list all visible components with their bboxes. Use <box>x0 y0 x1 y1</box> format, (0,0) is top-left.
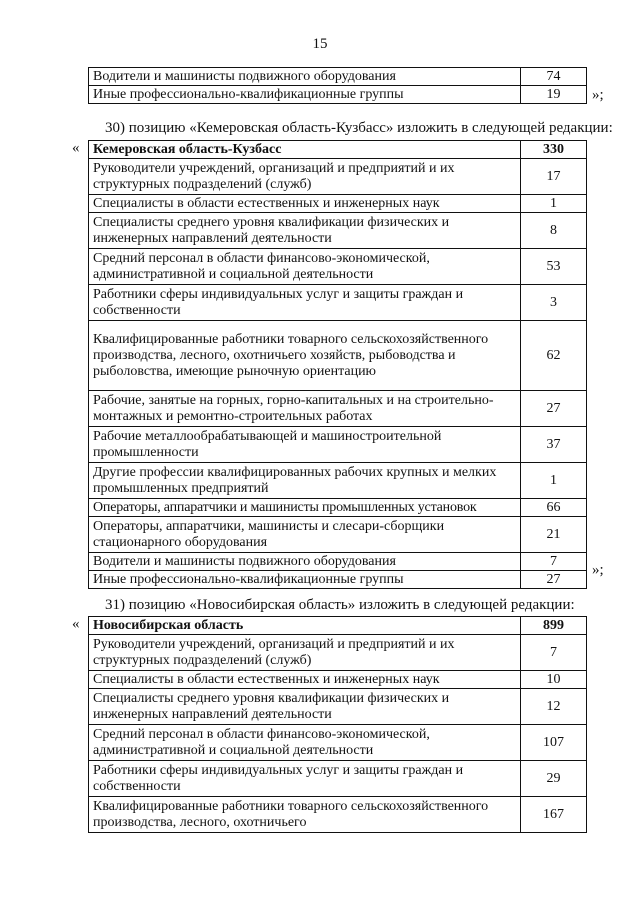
row-label: Руководители учреждений, организаций и предприятий и их структурных подразделений (служб) <box>89 159 521 195</box>
region-total: 899 <box>521 617 587 635</box>
row-value: 107 <box>521 725 587 761</box>
row-value: 66 <box>521 499 587 517</box>
opening-quote: « <box>72 616 80 632</box>
row-value: 8 <box>521 213 587 249</box>
row-value: 10 <box>521 671 587 689</box>
row-value: 1 <box>521 195 587 213</box>
table-row <box>89 671 587 689</box>
row-label: Водители и машинисты подвижного оборудования <box>89 68 521 86</box>
table-row <box>89 159 587 195</box>
table-row <box>89 517 587 553</box>
opening-quote: « <box>72 140 80 156</box>
row-value: 17 <box>521 159 587 195</box>
row-value: 167 <box>521 797 587 833</box>
row-label: Другие профессии квалифицированных рабочих крупных и мелких промышленных предприятий <box>89 463 521 499</box>
table-row <box>89 499 587 517</box>
table-top <box>88 67 587 104</box>
row-value: 37 <box>521 427 587 463</box>
section-30-intro: 30) позицию «Кемеровская область-Кузбасс» изложить в следующей редакции: <box>105 120 613 136</box>
table-row <box>89 571 587 589</box>
row-value: 19 <box>521 86 587 104</box>
table-novosibirsk <box>88 616 587 833</box>
region-name: Новосибирская область <box>89 617 521 635</box>
row-value: 1 <box>521 463 587 499</box>
table-row <box>89 249 587 285</box>
table-kemerovo <box>88 140 587 589</box>
region-total: 330 <box>521 141 587 159</box>
table-row <box>89 68 587 86</box>
table-row <box>89 725 587 761</box>
closing-quote: »; <box>592 87 604 103</box>
table-row <box>89 391 587 427</box>
row-label: Водители и машинисты подвижного оборудования <box>89 553 521 571</box>
table-row <box>89 635 587 671</box>
row-label: Специалисты среднего уровня квалификации физических и инженерных направлений деятельности <box>89 689 521 725</box>
row-label: Работники сферы индивидуальных услуг и защиты граждан и собственности <box>89 761 521 797</box>
table-row <box>89 321 587 391</box>
row-value: 3 <box>521 285 587 321</box>
row-value: 21 <box>521 517 587 553</box>
row-label: Рабочие, занятые на горных, горно-капитальных и на строительно-монтажных и ремонтно-строительных работах <box>89 391 521 427</box>
table-row <box>89 195 587 213</box>
row-label: Специалисты в области естественных и инженерных наук <box>89 195 521 213</box>
table-row <box>89 553 587 571</box>
row-label: Специалисты в области естественных и инженерных наук <box>89 671 521 689</box>
page-number: 15 <box>312 36 328 52</box>
row-label: Операторы, аппаратчики и машинисты промышленных установок <box>89 499 521 517</box>
row-value: 7 <box>521 553 587 571</box>
row-value: 27 <box>521 571 587 589</box>
row-value: 7 <box>521 635 587 671</box>
table-header-row <box>89 141 587 159</box>
row-value: 27 <box>521 391 587 427</box>
table-row <box>89 761 587 797</box>
table-row <box>89 689 587 725</box>
closing-quote: »; <box>592 562 604 578</box>
row-label: Иные профессионально-квалификационные группы <box>89 86 521 104</box>
row-value: 62 <box>521 321 587 391</box>
row-label: Квалифицированные работники товарного сельскохозяйственного производства, лесного, охотничьего хозяйств, рыбоводства и рыболовства, имеющие рыночную ориентацию <box>89 321 521 391</box>
table-row <box>89 285 587 321</box>
row-label: Средний персонал в области финансово-экономической, административной и социальной деятельности <box>89 249 521 285</box>
table-row <box>89 427 587 463</box>
row-label: Иные профессионально-квалификационные группы <box>89 571 521 589</box>
region-name: Кемеровская область-Кузбасс <box>89 141 521 159</box>
table-row <box>89 797 587 833</box>
row-label: Средний персонал в области финансово-экономической, административной и социальной деятельности <box>89 725 521 761</box>
row-label: Операторы, аппаратчики, машинисты и слесари-сборщики стационарного оборудования <box>89 517 521 553</box>
row-value: 53 <box>521 249 587 285</box>
table-header-row <box>89 617 587 635</box>
row-label: Работники сферы индивидуальных услуг и защиты граждан и собственности <box>89 285 521 321</box>
table-row <box>89 86 587 104</box>
row-value: 12 <box>521 689 587 725</box>
row-value: 29 <box>521 761 587 797</box>
row-label: Рабочие металлообрабатывающей и машиностроительной промышленности <box>89 427 521 463</box>
row-label: Руководители учреждений, организаций и предприятий и их структурных подразделений (служб) <box>89 635 521 671</box>
row-value: 74 <box>521 68 587 86</box>
table-row <box>89 213 587 249</box>
row-label: Специалисты среднего уровня квалификации физических и инженерных направлений деятельности <box>89 213 521 249</box>
section-31-intro: 31) позицию «Новосибирская область» изложить в следующей редакции: <box>105 597 575 613</box>
table-row <box>89 463 587 499</box>
row-label: Квалифицированные работники товарного сельскохозяйственного производства, лесного, охотничьего <box>89 797 521 833</box>
